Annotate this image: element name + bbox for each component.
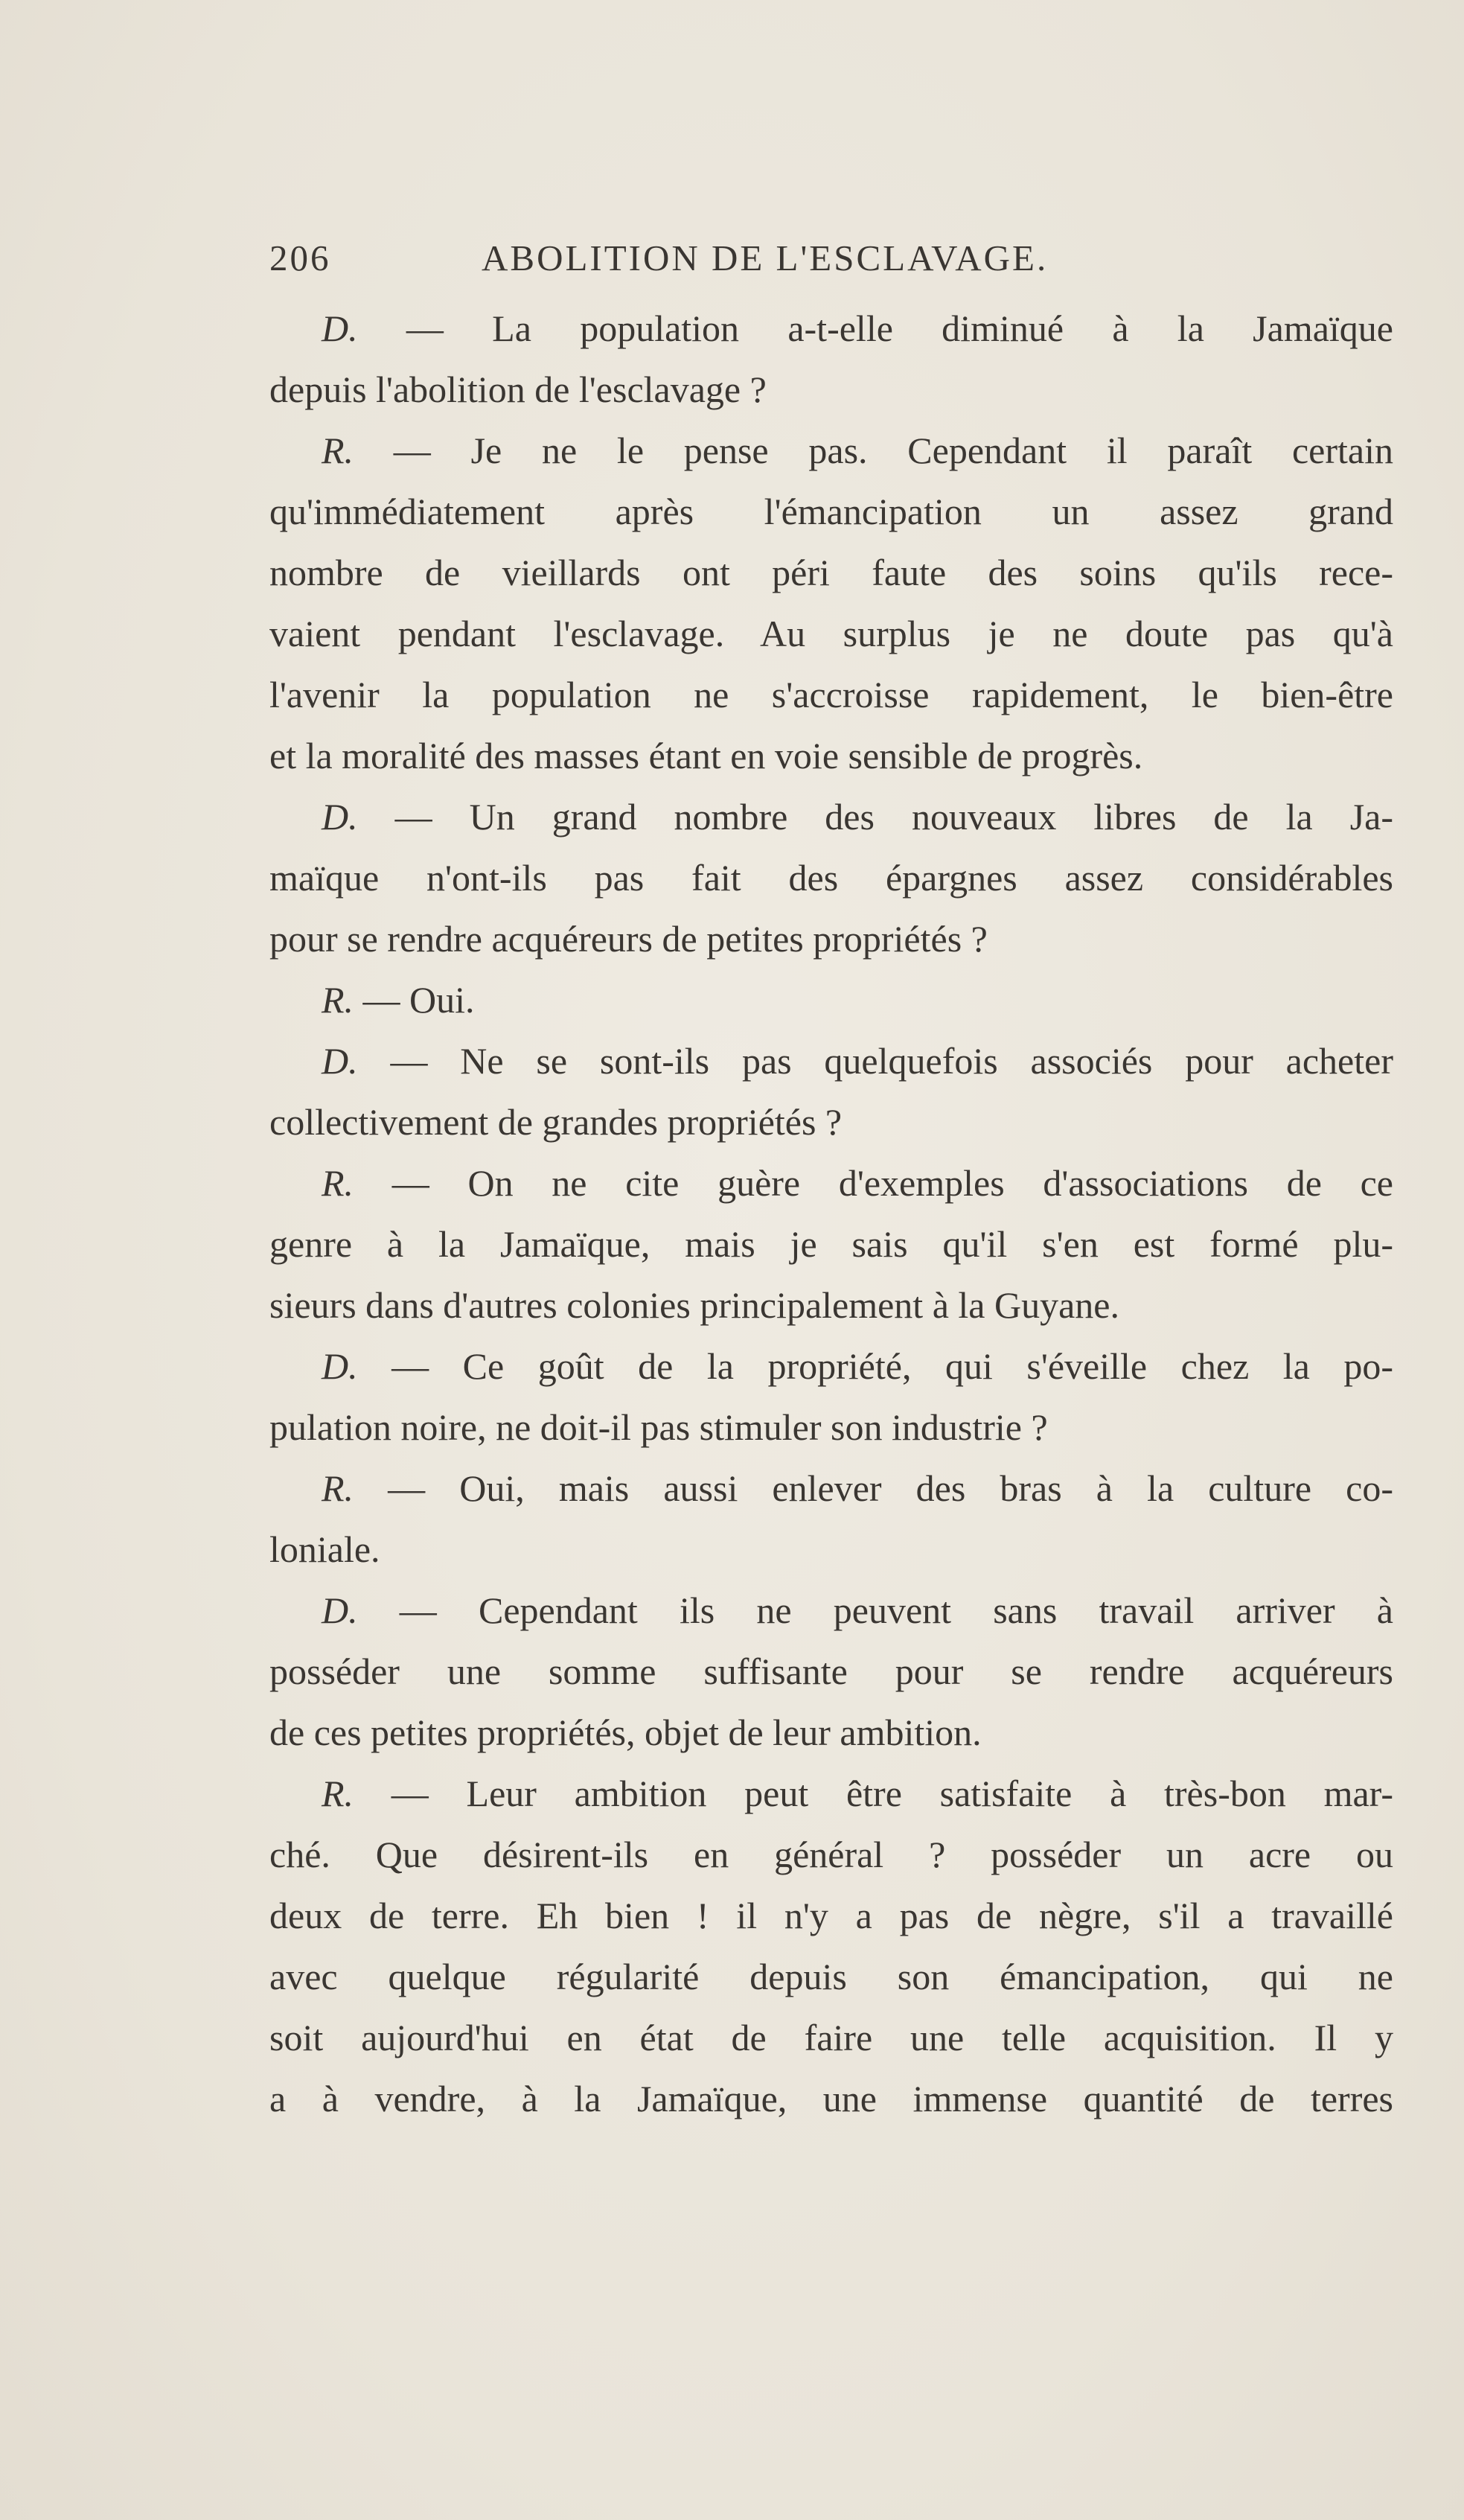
text-line (269, 725, 1393, 786)
line-text: pulation noire, ne doit-il pas stimuler son industrie ? (269, 1406, 1048, 1448)
text-line (269, 786, 1393, 847)
speaker-label: R. (322, 1467, 354, 1509)
text-line (269, 1213, 1393, 1275)
line-text: de ces petites propriétés, objet de leur ambition. (269, 1712, 982, 1753)
line-text: vaient pendant l'esclavage. Au surplus je ne doute pas qu'à (269, 613, 1393, 654)
text-line (269, 298, 1393, 359)
line-text: a à vendre, à la Jamaïque, une immense quantité de terres (269, 2078, 1393, 2119)
line-text: — On ne cite guère d'exemples d'associations de ce (354, 1162, 1393, 1204)
line-text: nombre de vieillards ont péri faute des soins qu'ils rece- (269, 552, 1393, 593)
text-line (269, 1091, 1393, 1152)
text-line (269, 908, 1393, 969)
text-line (269, 2068, 1393, 2129)
text-line (269, 1702, 1393, 1763)
line-text: — Oui. (354, 979, 475, 1021)
line-text: depuis l'abolition de l'esclavage ? (269, 369, 767, 410)
line-text: ché. Que désirent-ils en général ? posséder un acre ou (269, 1834, 1393, 1875)
line-text: — Ne se sont-ils pas quelquefois associés pour acheter (357, 1040, 1393, 1082)
text-line (269, 359, 1393, 420)
line-text: maïque n'ont-ils pas fait des épargnes assez considérables (269, 857, 1393, 899)
line-text: pour se rendre acquéreurs de petites propriétés ? (269, 918, 988, 960)
speaker-label: D. (322, 1040, 358, 1082)
text-line (269, 1824, 1393, 1885)
line-text: — Cependant ils ne peuvent sans travail arriver à (357, 1589, 1393, 1631)
speaker-label: R. (322, 430, 354, 471)
page-body (269, 298, 1393, 2129)
line-text: soit aujourd'hui en état de faire une telle acquisition. Il y (269, 2017, 1393, 2058)
line-text: — Ce goût de la propriété, qui s'éveille chez la po- (357, 1345, 1393, 1387)
speaker-label: R. (322, 1773, 354, 1814)
text-line (269, 1275, 1393, 1336)
text-line (269, 2007, 1393, 2068)
line-text: l'avenir la population ne s'accroisse rapidement, le bien-être (269, 674, 1393, 715)
text-line (269, 1885, 1393, 1946)
text-line (269, 481, 1393, 542)
speaker-label: D. (322, 1589, 358, 1631)
text-line (269, 1641, 1393, 1702)
speaker-label: D. (322, 1345, 358, 1387)
line-text: deux de terre. Eh bien ! il n'y a pas de nègre, s'il a travaillé (269, 1895, 1393, 1936)
line-text: — La population a-t-elle diminué à la Jamaïque (357, 307, 1393, 349)
text-line (269, 1580, 1393, 1641)
page-header (269, 237, 1393, 289)
text-line (269, 969, 1393, 1030)
text-line (269, 420, 1393, 481)
text-line (269, 847, 1393, 908)
speaker-label: D. (322, 307, 358, 349)
text-line (269, 1946, 1393, 2007)
line-text: — Oui, mais aussi enlever des bras à la culture co- (354, 1467, 1393, 1509)
text-line (269, 542, 1393, 603)
line-text: loniale. (269, 1528, 380, 1570)
line-text: genre à la Jamaïque, mais je sais qu'il s'en est formé plu- (269, 1223, 1393, 1265)
line-text: — Un grand nombre des nouveaux libres de la Ja- (357, 796, 1393, 838)
line-text: sieurs dans d'autres colonies principalement à la Guyane. (269, 1284, 1119, 1326)
line-text: posséder une somme suffisante pour se rendre acquéreurs (269, 1650, 1393, 1692)
running-title: ABOLITION DE L'ESCLAVAGE. (482, 237, 1049, 278)
page-number: 206 (269, 237, 331, 278)
text-line (269, 664, 1393, 725)
line-text: avec quelque régularité depuis son émancipation, qui ne (269, 1956, 1393, 1997)
text-line (269, 1152, 1393, 1213)
speaker-label: R. (322, 979, 354, 1021)
text-line (269, 1397, 1393, 1458)
text-line (269, 603, 1393, 664)
line-text: qu'immédiatement après l'émancipation un assez grand (269, 491, 1393, 532)
text-line (269, 1336, 1393, 1397)
text-line (269, 1519, 1393, 1580)
speaker-label: D. (322, 796, 358, 838)
text-line (269, 1763, 1393, 1824)
line-text: — Je ne le pense pas. Cependant il paraît certain (354, 430, 1393, 471)
text-line (269, 1030, 1393, 1091)
line-text: et la moralité des masses étant en voie sensible de progrès. (269, 735, 1143, 776)
line-text: collectivement de grandes propriétés ? (269, 1101, 843, 1143)
text-line (269, 1458, 1393, 1519)
speaker-label: R. (322, 1162, 354, 1204)
line-text: — Leur ambition peut être satisfaite à très-bon mar- (354, 1773, 1393, 1814)
